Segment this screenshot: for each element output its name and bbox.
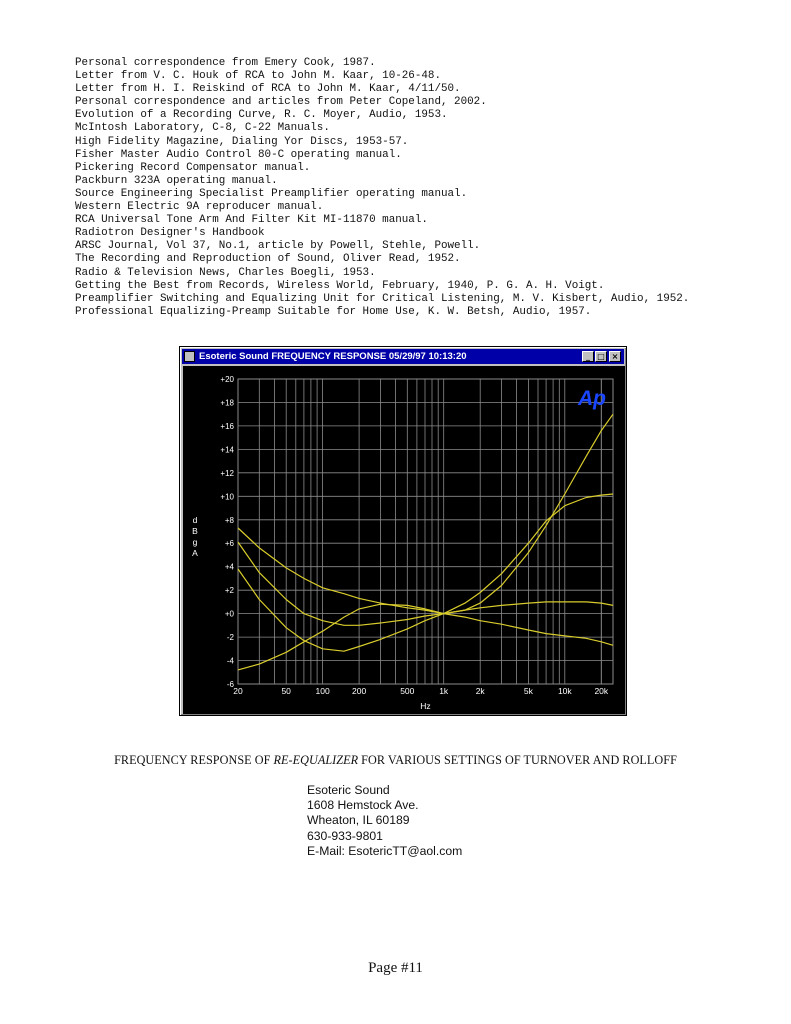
reference-item: RCA Universal Tone Arm And Filter Kit MI-11870 manual. [75,214,428,227]
reference-item: Letter from H. I. Reiskind of RCA to John M. Kaar, 4/11/50. [75,83,461,96]
x-axis-label: Hz [420,701,431,711]
caption-prefix: FREQUENCY RESPONSE OF [114,753,274,767]
y-axis-label-char: B [192,526,198,536]
chart-background [183,366,625,714]
reference-item: Western Electric 9A reproducer manual. [75,201,324,214]
y-axis-label-char: A [192,548,198,558]
reference-item: Source Engineering Specialist Preamplifier operating manual. [75,187,468,200]
y-tick-label: +16 [220,421,234,431]
close-button[interactable]: × [609,351,621,362]
window-title-bar[interactable] [182,349,624,364]
y-tick-label: +4 [224,562,234,572]
y-tick-label: +0 [224,609,234,619]
reference-item: Professional Equalizing-Preamp Suitable for Home Use, K. W. Betsh, Audio, 1957. [75,305,592,318]
reference-item: Letter from V. C. Houk of RCA to John M. Kaar, 10-26-48. [75,70,441,83]
reference-item: Getting the Best from Records, Wireless World, February, 1940, P. G. A. H. Voigt. [75,279,605,292]
y-tick-label: -4 [226,656,234,666]
plot-area [183,366,625,714]
frequency-response-window [179,346,627,716]
y-tick-label: +20 [220,375,234,384]
reference-item: Fisher Master Audio Control 80-C operating manual. [75,148,402,161]
reference-list [75,57,775,319]
y-tick-label: +14 [220,445,234,455]
minimize-button[interactable]: _ [582,351,594,362]
contact-address [307,783,462,859]
y-tick-label: +18 [220,398,234,408]
app-icon[interactable] [184,351,195,362]
maximize-button[interactable]: □ [595,351,607,362]
reference-item: Personal correspondence from Emery Cook, 1987. [75,57,376,69]
reference-item: Personal correspondence and articles from Peter Copeland, 2002. [75,96,487,109]
y-tick-label: +6 [224,539,234,549]
page-number: Page #11 [368,960,423,976]
x-tick-label: 2k [475,686,485,696]
y-tick-label: +2 [224,586,234,596]
reference-item: Evolution of a Recording Curve, R. C. Moyer, Audio, 1953. [75,109,448,122]
x-tick-label: 100 [315,686,330,696]
email-address: E-Mail: EsotericTT@aol.com [307,843,463,858]
phone-number: 630-933-9801 [307,828,383,843]
x-tick-label: 200 [352,686,367,696]
reference-item: Packburn 323A operating manual. [75,174,278,187]
y-tick-label: +12 [220,468,234,478]
caption-emphasis: RE-EQUALIZER [273,753,359,767]
y-tick-label: +10 [220,492,234,502]
y-tick-label: +8 [224,515,234,525]
x-tick-label: 1k [439,686,449,696]
caption-suffix: FOR VARIOUS SETTINGS OF TURNOVER AND ROLLOFF [358,753,677,767]
x-tick-label: 50 [281,686,291,696]
reference-item: Pickering Record Compensator manual. [75,161,311,174]
x-tick-label: 5k [523,686,533,696]
x-tick-label: 20 [233,686,243,696]
y-tick-label: -6 [226,680,234,689]
city-state-zip: Wheaton, IL 60189 [307,813,410,828]
y-axis-label-char: g [192,537,198,547]
y-tick-label: -2 [226,633,234,643]
reference-item: ARSC Journal, Vol 37, No.1, article by Powell, Stehle, Powell. [75,240,481,253]
x-tick-label: 20k [594,686,609,696]
x-tick-label: 500 [400,686,415,696]
frequency-response-chart [183,366,625,714]
reference-item: High Fidelity Magazine, Dialing Yor Discs, 1953-57. [75,135,409,148]
reference-item: Radio & Television News, Charles Boegli, 1953. [75,266,376,279]
y-axis-label-char: d [192,515,198,525]
figure-caption [0,753,791,768]
x-tick-label: 10k [557,686,572,696]
reference-item: Radiotron Designer's Handbook [75,227,265,240]
ap-logo: Ap [578,387,606,410]
reference-item: McIntosh Laboratory, C-8, C-22 Manuals. [75,122,330,135]
reference-item: Preamplifier Switching and Equalizing Unit for Critical Listening, M. V. Kisbert, Audio, 1952. [75,292,690,305]
street-address: 1608 Hemstock Ave. [307,798,419,813]
reference-item: The Recording and Reproduction of Sound, Oliver Read, 1952. [75,253,461,266]
window-title: Esoteric Sound FREQUENCY RESPONSE 05/29/97 10:13:20 [199,351,467,362]
company-name: Esoteric Sound [307,783,390,797]
